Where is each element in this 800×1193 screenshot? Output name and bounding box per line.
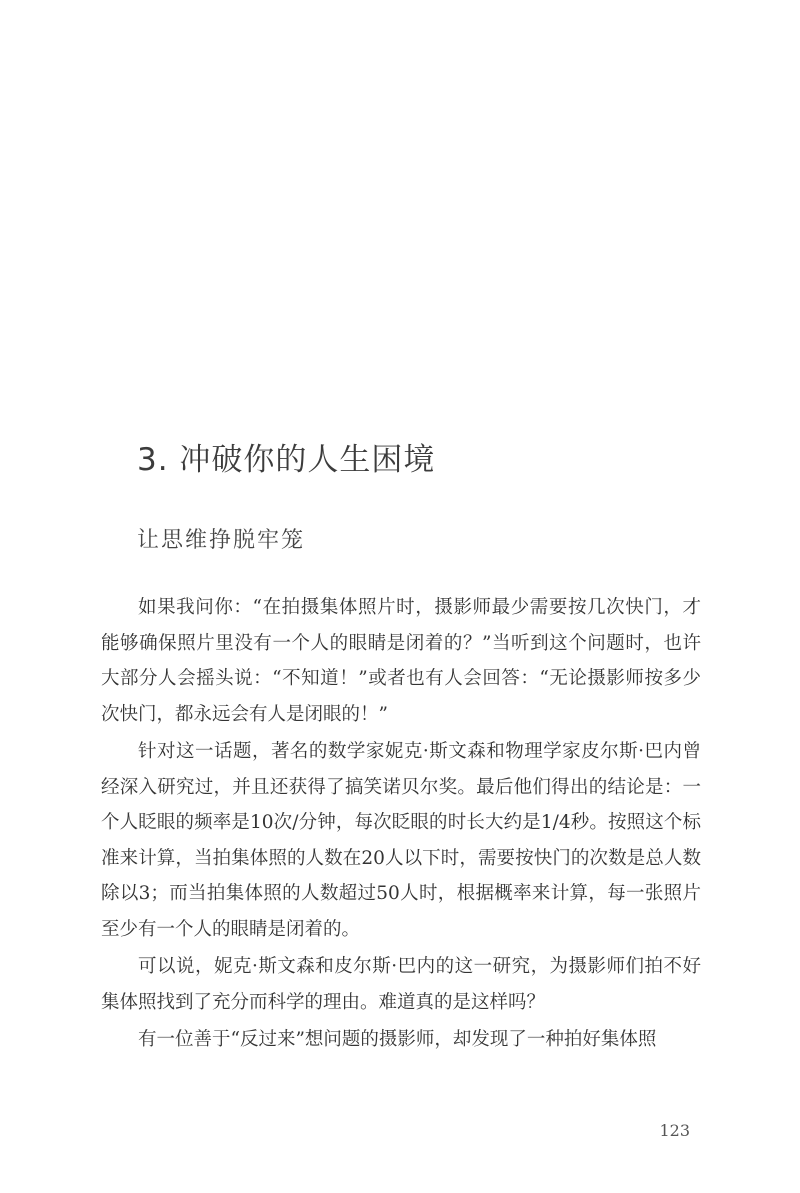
paragraph: 如果我问你：“在拍摄集体照片时，摄影师最少需要按几次快门，才能够确保照片里没有一个人的眼睛是闭着的？”当听到这个问题时，也许大部分人会摇头说：“不知道！”或者也有人会回答：“无论摄影师按多少次快门，都永远会有人是闭眼的！”	[101, 597, 701, 725]
chapter-title: 3. 冲破你的人生困境	[137, 442, 436, 478]
paragraph: 有一位善于“反过来”想问题的摄影师，却发现了一种拍好集体照	[138, 1029, 657, 1050]
body-text	[101, 590, 701, 1060]
page-number: 123	[659, 1121, 690, 1140]
section-title: 让思维挣脱牢笼	[137, 528, 306, 553]
paragraph: 针对这一话题，著名的数学家妮克·斯文森和物理学家皮尔斯·巴内曾经深入研究过，并且还获得了搞笑诺贝尔奖。最后他们得出的结论是：一个人眨眼的频率是10次/分钟，每次眨眼的时长大约是1/4秒。按照这个标准来计算，当拍集体照的人数在20人以下时，需要按快门的次数是总人数除以3；而当拍集体照的人数超过50人时，根据概率来计算，每一张照片至少有一个人的眼睛是闭着的。	[101, 741, 701, 940]
paragraph: 可以说，妮克·斯文森和皮尔斯·巴内的这一研究，为摄影师们拍不好集体照找到了充分而科学的理由。难道真的是这样吗？	[101, 956, 701, 1013]
